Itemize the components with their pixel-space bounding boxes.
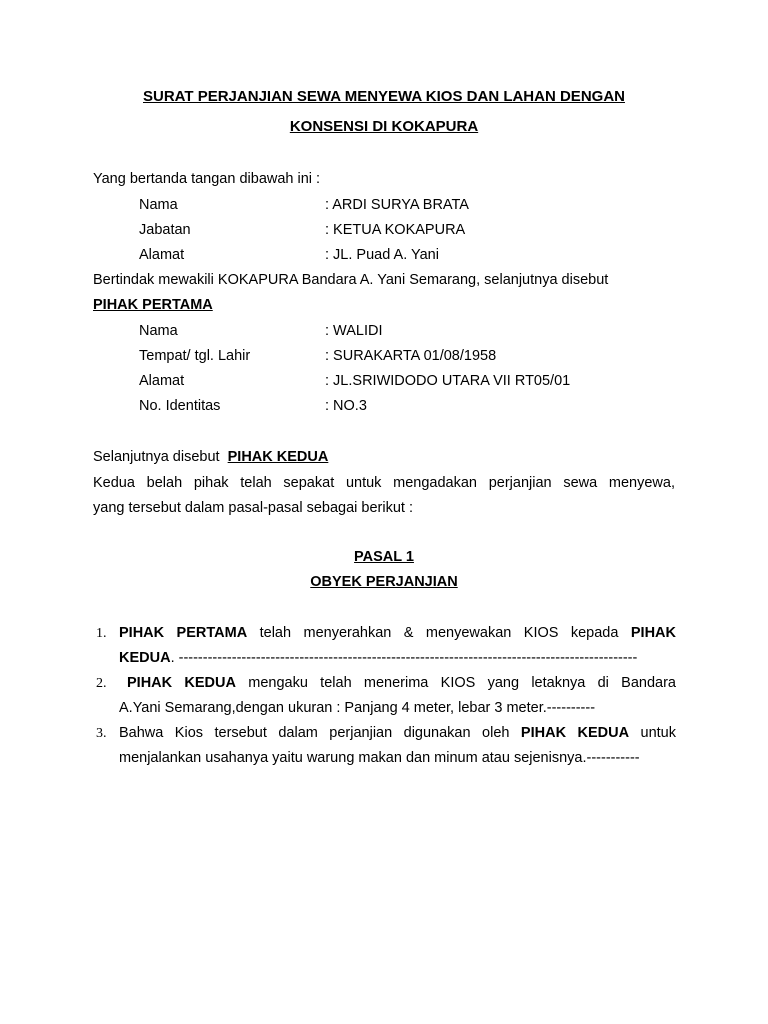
list-item-3-line-2: menjalankan usahanya yaitu warung makan dan minum atau sejenisnya.-----------: [119, 750, 640, 766]
field-label: Jabatan: [139, 222, 191, 238]
field-value: : SURAKARTA 01/08/1958: [325, 348, 497, 364]
field-label: Nama: [139, 197, 178, 213]
field-label: No. Identitas: [139, 398, 221, 414]
party1-designation: PIHAK PERTAMA: [93, 297, 213, 313]
item-text: mengaku telah menerima KIOS yang letaknya di Bandara: [235, 675, 676, 691]
party2-designation-line: [93, 449, 328, 465]
agreement-line-2: yang tersebut dalam pasal-pasal sebagai berikut :: [93, 500, 413, 516]
field-value: : JL. Puad A. Yani: [325, 247, 439, 263]
intro-text: Yang bertanda tangan dibawah ini :: [93, 171, 321, 187]
list-item-number: 1.: [96, 626, 107, 641]
party-name-bold: PIHAK KEDUA: [127, 675, 236, 691]
field-label: Alamat: [139, 373, 185, 389]
party-name-bold: KEDUA: [119, 650, 171, 666]
list-item-3-line-1: [119, 725, 676, 741]
field-label: Nama: [139, 323, 178, 339]
list-item-number: 3.: [96, 726, 107, 741]
list-item-1-line-1: [119, 625, 676, 641]
document-title-line-1: SURAT PERJANJIAN SEWA MENYEWA KIOS DAN LAHAN DENGAN: [143, 88, 625, 105]
list-item-number: 2.: [96, 676, 107, 691]
party2-prefix: Selanjutnya disebut: [93, 449, 220, 465]
field-value: : NO.3: [325, 398, 367, 414]
field-value: : JL.SRIWIDODO UTARA VII RT05/01: [325, 373, 571, 389]
item-text: Bahwa Kios tersebut dalam perjanjian digunakan oleh: [119, 725, 521, 741]
field-value: : WALIDI: [325, 323, 383, 339]
document-title-line-2: KONSENSI DI KOKAPURA: [289, 118, 479, 135]
list-item-1-line-2: [119, 650, 676, 666]
item-text: telah menyerahkan & menyewakan KIOS kepada: [247, 625, 631, 641]
party-name-bold: PIHAK: [630, 625, 676, 641]
field-value: : ARDI SURYA BRATA: [325, 197, 469, 213]
party2-designation: PIHAK KEDUA: [227, 449, 329, 465]
party-name-bold: PIHAK KEDUA: [520, 725, 630, 741]
pasal-number: PASAL 1: [354, 549, 414, 565]
field-label: Tempat/ tgl. Lahir: [139, 348, 251, 364]
agreement-line-1: Kedua belah pihak telah sepakat untuk mengadakan perjanjian sewa menyewa,: [93, 475, 675, 491]
party-name-bold: PIHAK PERTAMA: [119, 625, 248, 641]
pasal-heading: OBYEK PERJANJIAN: [310, 574, 458, 590]
field-value: : KETUA KOKAPURA: [325, 222, 466, 238]
list-item-2-line-2: A.Yani Semarang,dengan ukuran : Panjang 4 meter, lebar 3 meter.----------: [119, 700, 596, 716]
item-text: untuk: [629, 725, 676, 741]
item-text: . -----------------------------------------------------------------------------------------------: [170, 650, 638, 666]
field-label: Alamat: [139, 247, 185, 263]
list-item-2-line-1: [127, 675, 676, 691]
party1-acting-text: Bertindak mewakili KOKAPURA Bandara A. Yani Semarang, selanjutnya disebut: [93, 272, 609, 288]
